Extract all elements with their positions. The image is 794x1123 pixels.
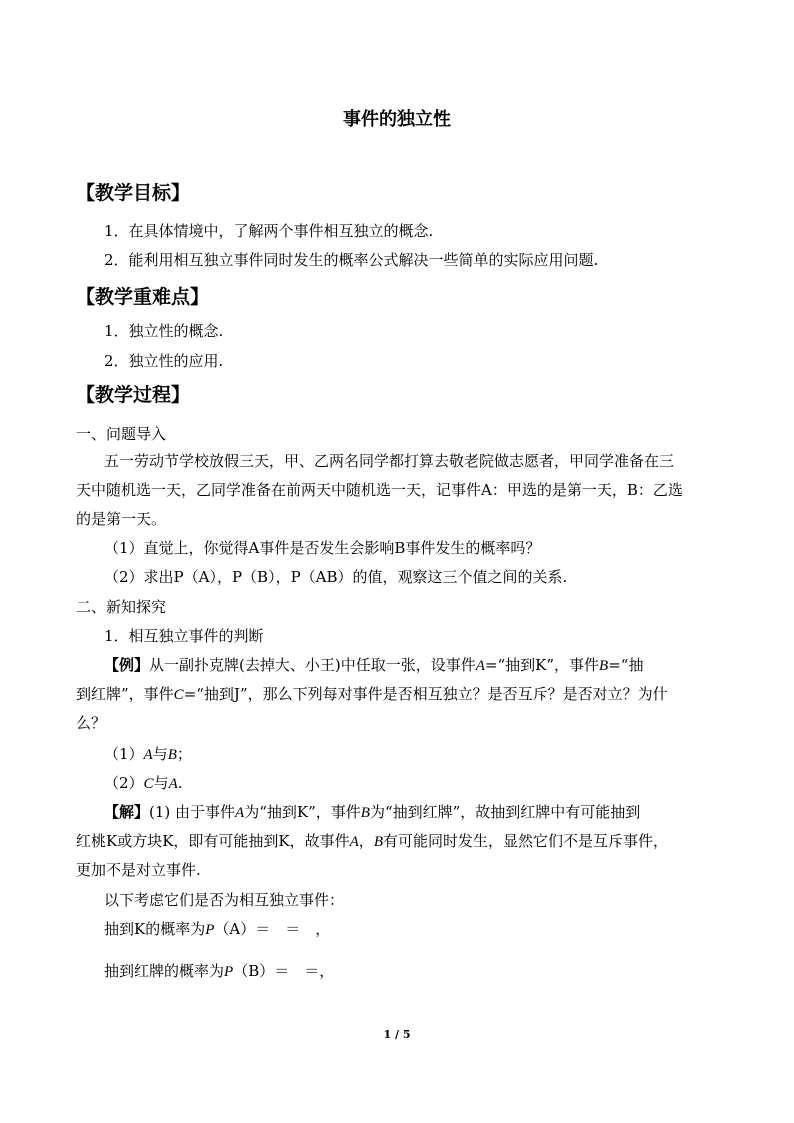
paragraph-line: 天中随机选一天，乙同学准备在前两天中随机选一天，记事件A：甲选的是第一天，B：乙选 bbox=[76, 481, 683, 499]
math-var: A bbox=[235, 805, 245, 821]
keypoint-item: 2．独立性的应用. bbox=[104, 352, 224, 370]
example-line: 【例】从一副扑克牌(去掉大、小王)中任取一张，设事件A=“抽到K”，事件B=“抽 bbox=[104, 656, 644, 674]
solution-line: 抽到红牌的概率为P（B）＝ ＝， bbox=[104, 962, 335, 980]
solution-tag: 【解】 bbox=[104, 803, 150, 821]
math-var: P bbox=[205, 922, 215, 938]
subsection-heading: 1．相互独立事件的判断 bbox=[104, 627, 264, 645]
section-heading-keypoints: 【教学重难点】 bbox=[76, 286, 210, 308]
solution-line: 抽到K的概率为P（A）＝ ＝ ， bbox=[104, 920, 331, 938]
example-subquestion: （2）C与A. bbox=[104, 774, 183, 792]
page-title: 事件的独立性 bbox=[343, 109, 451, 130]
solution-line: 红桃K或方块K，即有可能抽到K，故事件A，B有可能同时发生，显然它们不是互斥事件， bbox=[76, 832, 668, 850]
goal-item: 1．在具体情境中，了解两个事件相互独立的概念. bbox=[104, 222, 434, 240]
math-var: C bbox=[173, 687, 184, 703]
section-heading-process: 【教学过程】 bbox=[76, 384, 191, 406]
solution-line: 【解】(1) 由于事件A为“抽到K”，事件B为“抽到红牌”，故抽到红牌中有可能抽到 bbox=[104, 803, 641, 821]
math-var: B bbox=[599, 658, 609, 674]
part-heading: 二、新知探究 bbox=[76, 598, 167, 616]
question-item: （2）求出P（A），P（B），P（AB）的值，观察这三个值之间的关系. bbox=[104, 568, 568, 586]
math-var: B bbox=[167, 747, 177, 763]
math-var: A bbox=[143, 747, 153, 763]
example-subquestion: （1）A与B； bbox=[104, 745, 192, 763]
math-var: A bbox=[475, 658, 485, 674]
keypoint-item: 1．独立性的概念. bbox=[104, 322, 224, 340]
example-line: 到红牌”，事件C=“抽到J”，那么下列每对事件是否相互独立？是否互斥？是否对立？为什 bbox=[76, 685, 668, 703]
math-var: P bbox=[224, 964, 234, 980]
part-heading: 一、问题导入 bbox=[76, 425, 167, 443]
math-var: A bbox=[349, 834, 359, 850]
section-heading-goals: 【教学目标】 bbox=[76, 182, 191, 204]
math-var: B bbox=[360, 805, 370, 821]
solution-line: 更加不是对立事件. bbox=[76, 861, 201, 879]
example-line: 么？ bbox=[76, 714, 107, 732]
math-var: B bbox=[373, 834, 383, 850]
solution-line: 以下考虑它们是否为相互独立事件： bbox=[104, 891, 345, 909]
math-var: C bbox=[143, 776, 154, 792]
page-number: 1 / 5 bbox=[383, 1028, 411, 1041]
math-var: A bbox=[168, 776, 178, 792]
question-item: （1）直觉上，你觉得A事件是否发生会影响B事件发生的概率吗？ bbox=[104, 539, 541, 557]
paragraph-line: 五一劳动节学校放假三天，甲、乙两名同学都打算去敬老院做志愿者，甲同学准备在三 bbox=[104, 452, 675, 470]
example-tag: 【例】 bbox=[104, 656, 150, 674]
paragraph-line: 的是第一天。 bbox=[76, 510, 167, 528]
goal-item: 2．能利用相互独立事件同时发生的概率公式解决一些简单的实际应用问题. bbox=[104, 251, 599, 269]
